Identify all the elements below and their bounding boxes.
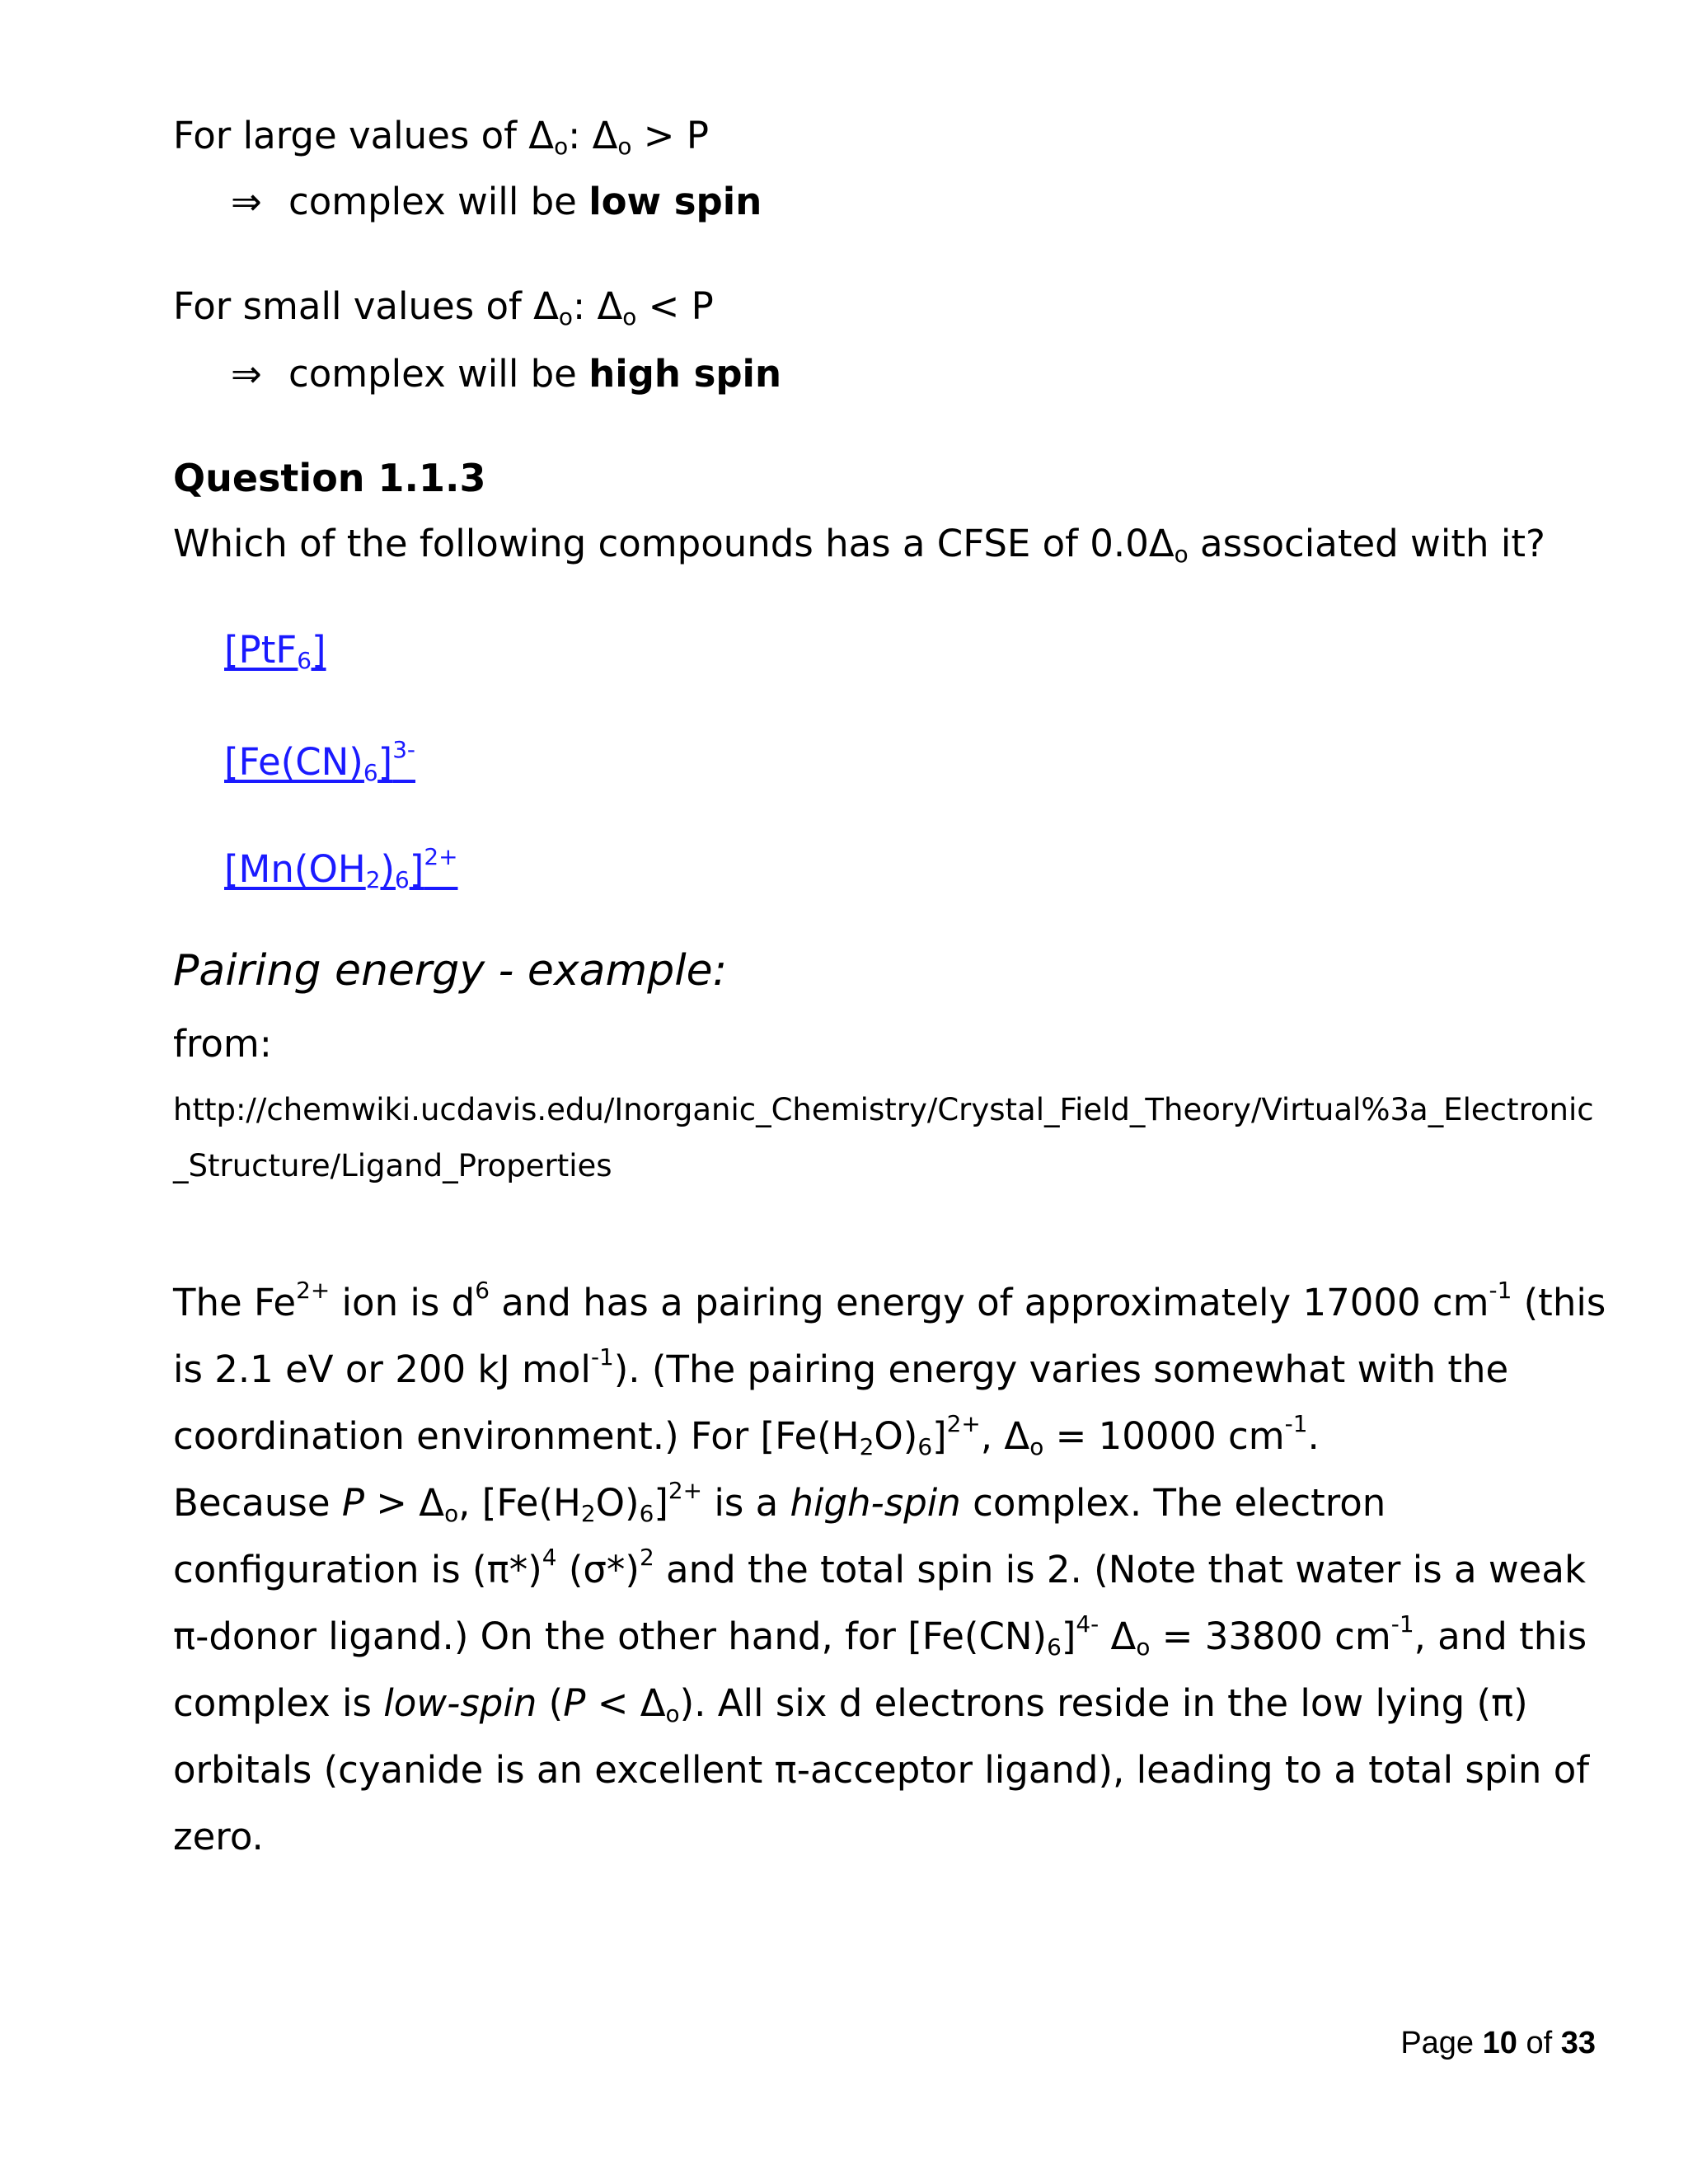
option-mnoh26-link[interactable]: $[Mn(OH_2)_6]^{2+}$: [224, 843, 458, 893]
subscript: o: [558, 302, 573, 330]
subscript: o: [622, 302, 637, 330]
option-ptf6-link[interactable]: [PtF$_6$]: [224, 628, 326, 674]
implies-icon: ⇒: [231, 180, 262, 223]
from-label: from:: [173, 1022, 272, 1066]
text: < P: [636, 284, 714, 328]
text: : Δ: [568, 114, 618, 157]
source-url-line1: http://chemwiki.ucdavis.edu/Inorganic_Chemistry/Crystal_Field_Theory/Virtual%3a_Electronic: [173, 1092, 1594, 1127]
high-spin-label: high spin: [588, 352, 782, 396]
page-number-footer: Page 10 of 33: [1400, 2026, 1596, 2060]
text: complex will be: [288, 180, 589, 223]
pairing-paragraph: [173, 1269, 1615, 1870]
text: complex will be: [288, 352, 589, 396]
source-url-line2: _Structure/Ligand_Properties: [173, 1148, 612, 1183]
subscript: o: [1174, 540, 1189, 568]
text: > P: [631, 114, 709, 157]
text: Which of the following compounds has a CFSE of 0.0Δ: [173, 522, 1175, 565]
subscript: o: [617, 132, 632, 160]
high-spin-line: [231, 352, 781, 396]
text: : Δ: [573, 284, 623, 328]
text: For large values of Δ: [173, 114, 555, 157]
implies-icon: ⇒: [231, 352, 262, 396]
text: associated with it?: [1188, 522, 1545, 565]
large-values-line: [173, 114, 709, 160]
paragraph-part-1: The $Fe^{2+}$ ion is $d^6$ and has a pairing energy of approximately 17000 $cm^{-1}$ (this is 2.1 eV or 200 kJ mol$^{-1}$). (The pairing energy varies somewhat with the coordination environment.) For $[Fe(H_2O)_6]^{2+}$, $\Delta_o = 10000$ $cm^{-1}$.: [173, 1277, 1606, 1460]
option-fecn6-link[interactable]: $[Fe(CN)_6]^{3-}$: [224, 736, 415, 786]
section-heading: Pairing energy - example:: [173, 946, 728, 996]
subscript: o: [554, 132, 569, 160]
text: For small values of Δ: [173, 284, 559, 328]
small-values-line: [173, 284, 714, 328]
low-spin-line: [231, 180, 762, 223]
low-spin-label: low spin: [588, 180, 762, 223]
question-text: [173, 522, 1545, 568]
paragraph-part-2: Because $P > \Delta_o$, $[Fe(H_2O)_6]^{2+}$ is a high-spin complex. The electron configuration is $(\pi*)^4$ $(\sigma*)^2$ and the total spin is 2. (Note that water is a weak π-donor ligand.) On the other hand, for $[Fe(CN)_6]^{4-}$ $\Delta_o = 33800$ $cm^{-1}$, and this complex is low-spin $(P < \Delta_o)$. All six d electrons reside in the low lying (π) orbitals (cyanide is an excellent π-acceptor ligand), leading to a total spin of zero.: [173, 1477, 1590, 1858]
question-title: Question 1.1.3: [173, 456, 486, 500]
